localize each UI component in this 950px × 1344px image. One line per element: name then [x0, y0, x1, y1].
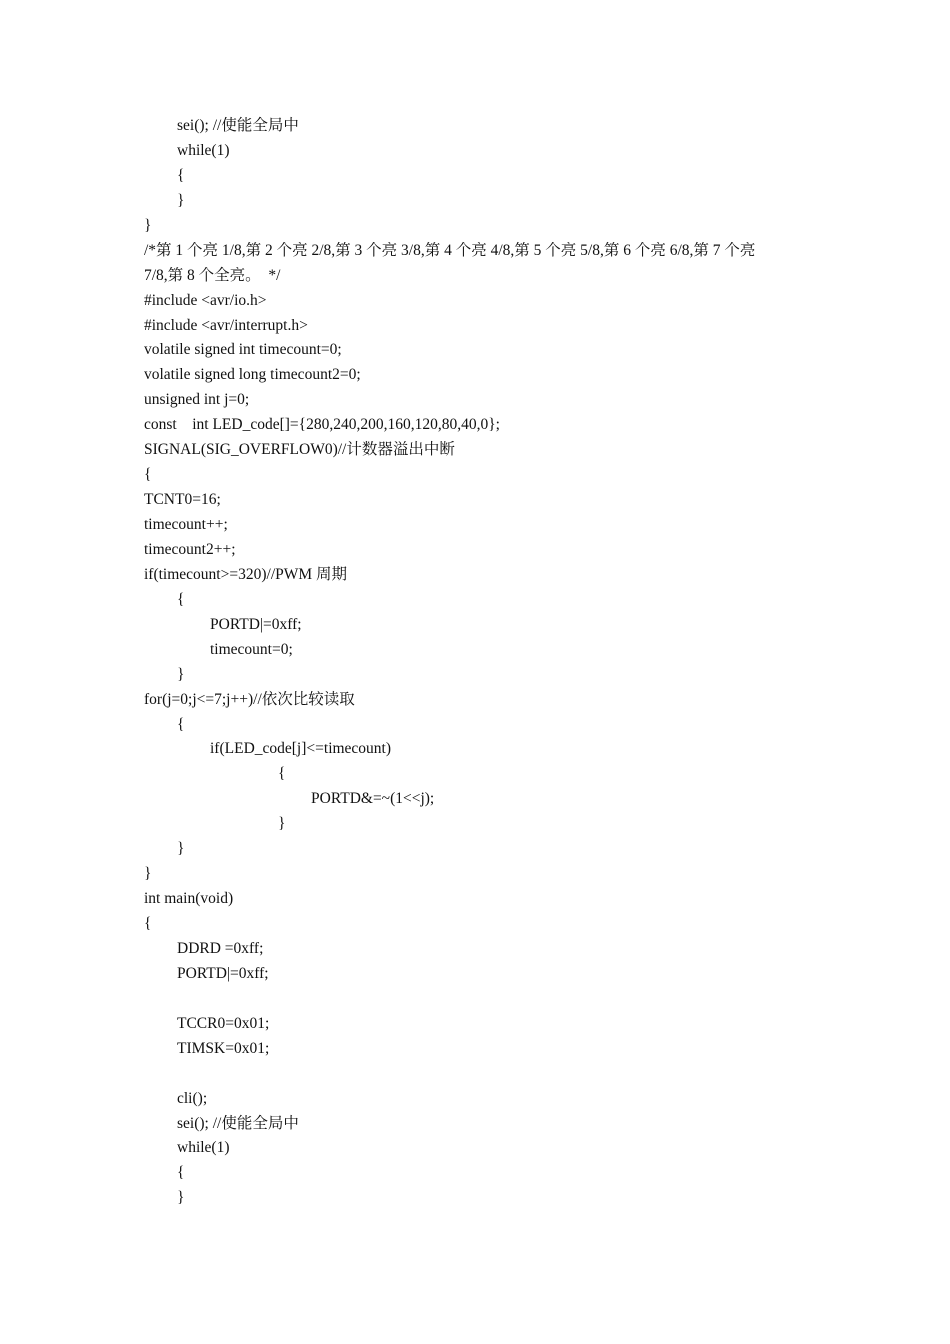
code-line: cli();	[177, 1089, 208, 1107]
code-line: PORTD|=0xff;	[210, 615, 302, 633]
code-line: int main(void)	[144, 890, 234, 908]
code-line: while(1)	[177, 1139, 230, 1157]
code-line: {	[144, 466, 152, 484]
code-line: sei(); //使能全局中	[177, 1114, 299, 1132]
code-line: /*第 1 个亮 1/8,第 2 个亮 2/8,第 3 个亮 3/8,第 4 个亮 4/8,第 5 个亮 5/8,第 6 个亮 6/8,第 7 个亮	[144, 241, 756, 259]
code-line: DDRD =0xff;	[177, 939, 264, 957]
code-line: TCCR0=0x01;	[177, 1014, 270, 1032]
code-line: #include <avr/io.h>	[144, 291, 267, 309]
code-line: {	[278, 765, 286, 783]
code-line: sei(); //使能全局中	[177, 117, 299, 134]
code-line: {	[177, 1164, 185, 1182]
code-line: for(j=0;j<=7;j++)//依次比较读取	[144, 690, 355, 708]
code-line: if(timecount>=320)//PWM 周期	[144, 565, 348, 583]
code-line: }	[144, 865, 152, 883]
code-line: PORTD&=~(1<<j);	[311, 790, 435, 808]
code-line: }	[278, 815, 286, 833]
code-line: {	[144, 915, 152, 932]
code-line: TCNT0=16;	[144, 491, 221, 509]
code-line: {	[177, 590, 185, 608]
code-line: unsigned int j=0;	[144, 391, 250, 409]
code-line: }	[177, 840, 185, 858]
code-listing	[144, 114, 824, 1211]
code-line: }	[177, 191, 185, 209]
code-line: if(LED_code[j]<=timecount)	[210, 740, 392, 758]
code-line: {	[177, 715, 185, 733]
code-line: #include <avr/interrupt.h>	[144, 316, 308, 334]
code-line: timecount=0;	[210, 640, 293, 658]
code-line: }	[177, 1189, 185, 1207]
code-line: SIGNAL(SIG_OVERFLOW0)//计数器溢出中断	[144, 441, 455, 459]
code-line: PORTD|=0xff;	[177, 964, 269, 982]
code-line: while(1)	[177, 141, 230, 159]
code-line: TIMSK=0x01;	[177, 1039, 270, 1057]
code-line: {	[177, 166, 185, 184]
code-line	[144, 987, 824, 1012]
code-line: 7/8,第 8 个全亮。 */	[144, 266, 281, 284]
code-line: }	[144, 216, 152, 234]
code-line: volatile signed long timecount2=0;	[144, 366, 361, 384]
code-line: const int LED_code[]={280,240,200,160,120,80,40,0};	[144, 416, 500, 434]
code-line: timecount++;	[144, 516, 228, 533]
code-line: }	[177, 665, 185, 683]
code-line: timecount2++;	[144, 540, 236, 558]
code-line: volatile signed int timecount=0;	[144, 341, 342, 359]
code-line	[144, 1062, 824, 1087]
